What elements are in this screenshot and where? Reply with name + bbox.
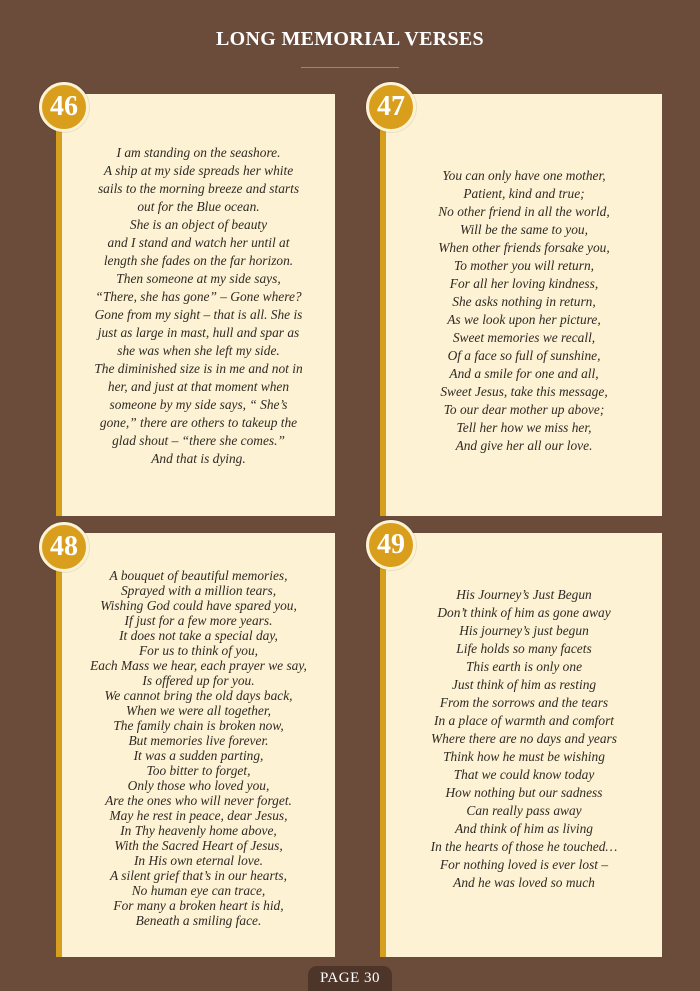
verse-line: In Thy heavenly home above, xyxy=(120,823,277,838)
verse-line: But memories live forever. xyxy=(128,733,269,748)
verse-line: And he was loved so much xyxy=(453,875,595,890)
verse-line: This earth is only one xyxy=(465,659,583,674)
verse-line: glad shout – “there she comes.” xyxy=(112,433,285,448)
verse-line: Are the ones who will never forget. xyxy=(105,793,292,808)
verse-line: Gone from my sight – that is all. She is xyxy=(94,307,303,322)
verse-line: And give her all our love. xyxy=(455,438,593,453)
verse-line: With the Sacred Heart of Jesus, xyxy=(114,838,283,853)
verse-line: You can only have one mother, xyxy=(442,168,606,183)
verse-line: It was a sudden parting, xyxy=(133,748,264,763)
verse-line: And a smile for one and all, xyxy=(449,366,599,381)
verse-line: In the hearts of those he touched… xyxy=(430,839,618,854)
verse-line: She is an object of beauty xyxy=(129,217,268,232)
verse-line: From the sorrows and the tears xyxy=(439,695,609,710)
page-title: LONG MEMORIAL VERSES xyxy=(216,28,484,50)
verse-line: His journey’s just begun xyxy=(459,623,589,638)
verse-number-badge: 49 xyxy=(366,520,416,570)
verse-line: A bouquet of beautiful memories, xyxy=(109,568,288,583)
verse-line: No human eye can trace, xyxy=(131,883,266,898)
verse-number-badge: 46 xyxy=(39,82,89,132)
verse-line: and I stand and watch her until at xyxy=(107,235,290,250)
verse-line: For us to think of you, xyxy=(138,643,259,658)
verse-line: length she fades on the far horizon. xyxy=(103,253,294,268)
verse-line: I am standing on the seashore. xyxy=(116,145,281,160)
verse-line: To mother you will return, xyxy=(454,258,594,273)
verse-line: Patient, kind and true; xyxy=(463,186,585,201)
verse-line: Will be the same to you, xyxy=(460,222,588,237)
verse-line: And that is dying. xyxy=(151,451,246,466)
verse-line: If just for a few more years. xyxy=(124,613,273,628)
verse-line: Sweet memories we recall, xyxy=(452,330,596,345)
verse-line: Then someone at my side says, xyxy=(116,271,281,286)
verse-line: “There, she has gone” – Gone where? xyxy=(95,289,302,304)
verse-line: she was when she left my side. xyxy=(117,343,280,358)
verse-line: Just think of him as resting xyxy=(451,677,597,692)
verse-line: For many a broken heart is hid, xyxy=(113,898,284,913)
verse-line: Too bitter to forget, xyxy=(146,763,251,778)
verse-line: Can really pass away xyxy=(466,803,582,818)
verse-line: someone by my side says, “ She’s xyxy=(109,397,288,412)
verse-line: That we could know today xyxy=(453,767,595,782)
verse-line: Tell her how we miss her, xyxy=(456,420,592,435)
verse-line: May he rest in peace, dear Jesus, xyxy=(109,808,288,823)
verse-text-49 xyxy=(386,586,662,892)
verse-line: Where there are no days and years xyxy=(431,731,617,746)
verse-line: out for the Blue ocean. xyxy=(137,199,260,214)
verse-line: Sprayed with a million tears, xyxy=(120,583,277,598)
verse-line: A silent grief that’s in our hearts, xyxy=(110,868,287,883)
verse-line: When other friends forsake you, xyxy=(438,240,610,255)
verse-line: her, and just at that moment when xyxy=(107,379,290,394)
verse-line: Think how he must be wishing xyxy=(443,749,605,764)
verse-line: She asks nothing in return, xyxy=(452,294,596,309)
verse-line: sails to the morning breeze and starts xyxy=(97,181,300,196)
verse-text-47 xyxy=(386,167,662,455)
verse-text-48 xyxy=(62,568,335,928)
verse-line: The diminished size is in me and not in xyxy=(94,361,303,376)
verse-line: To our dear mother up above; xyxy=(443,402,605,417)
verse-line: For all her loving kindness, xyxy=(449,276,599,291)
verse-line: Each Mass we hear, each prayer we say, xyxy=(90,658,307,673)
verse-line: Life holds so many facets xyxy=(456,641,592,656)
verse-line: Don’t think of him as gone away xyxy=(437,605,611,620)
verse-text-46 xyxy=(62,144,335,468)
verse-line: For nothing loved is ever lost – xyxy=(439,857,609,872)
verse-line: A ship at my side spreads her white xyxy=(103,163,294,178)
verse-line: Is offered up for you. xyxy=(142,673,255,688)
verse-line: Of a face so full of sunshine, xyxy=(447,348,601,363)
verse-line: In His own eternal love. xyxy=(133,853,264,868)
verse-number-badge: 48 xyxy=(39,522,89,572)
verse-line: Beneath a smiling face. xyxy=(135,913,262,928)
verse-line: We cannot bring the old days back, xyxy=(104,688,293,703)
title-divider xyxy=(301,67,399,68)
verse-line: How nothing but our sadness xyxy=(445,785,603,800)
verse-line: In a place of warmth and comfort xyxy=(433,713,614,728)
verse-line: When we were all together, xyxy=(126,703,271,718)
page-number-tab: PAGE 30 xyxy=(308,966,392,991)
verse-line: Only those who loved you, xyxy=(127,778,270,793)
verse-line: And think of him as living xyxy=(455,821,593,836)
verse-line: gone,” there are others to takeup the xyxy=(99,415,298,430)
verse-line: No other friend in all the world, xyxy=(438,204,610,219)
verse-line: It does not take a special day, xyxy=(119,628,278,643)
verse-line: The family chain is broken now, xyxy=(113,718,284,733)
verse-line: His Journey’s Just Begun xyxy=(456,587,592,602)
verse-line: Wishing God could have spared you, xyxy=(100,598,297,613)
verse-line: As we look upon her picture, xyxy=(447,312,601,327)
verse-line: just as large in mast, hull and spar as xyxy=(97,325,300,340)
verse-line: Sweet Jesus, take this message, xyxy=(440,384,608,399)
verse-number-badge: 47 xyxy=(366,82,416,132)
